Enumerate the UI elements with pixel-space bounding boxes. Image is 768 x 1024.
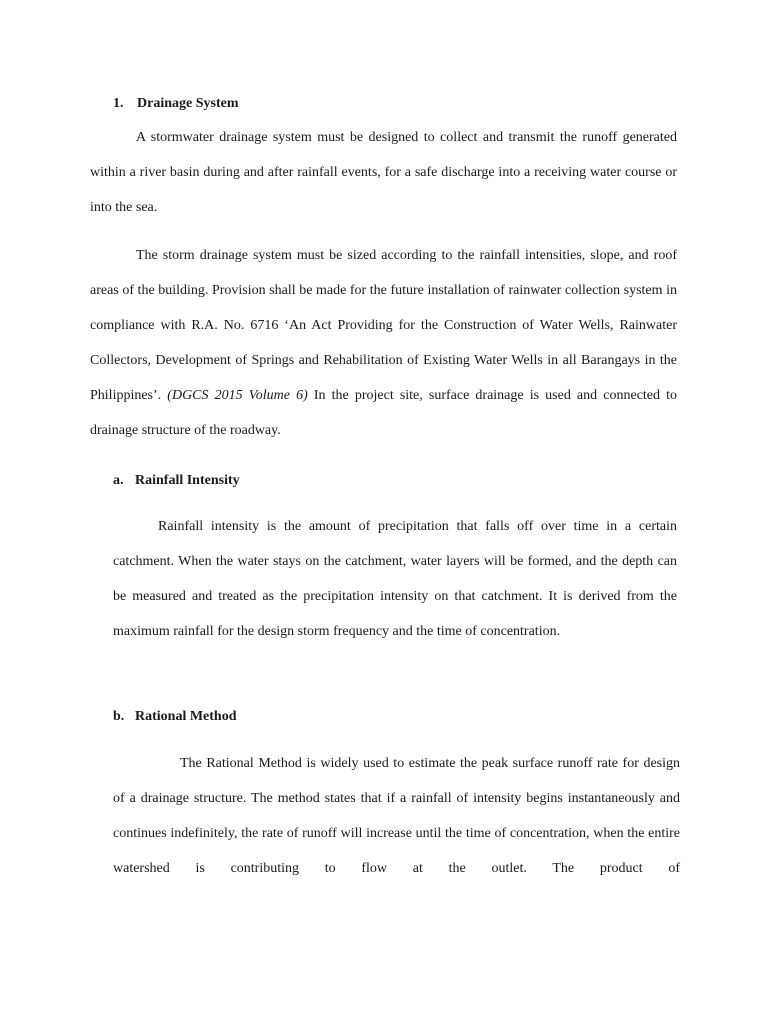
section-b-heading: [113, 708, 237, 726]
section-1-paragraph-2-text: The storm drainage system must be sized according to the rainfall intensities, slope, and roof areas of the building. Provision shall be made for the future installation of rainwater collection system in compliance with R.A. No. 6716 ‘An Act Providing for the Construction of Water Wells, Rainwater Collectors, Development of Springs and Rehabilitation of Existing Water Wells in all Barangays in the Philippines’.: [90, 248, 677, 403]
section-1-citation: (DGCS 2015 Volume 6): [167, 388, 308, 403]
section-a-heading: [113, 472, 240, 490]
section-1-paragraph-1: [90, 120, 677, 225]
section-b-paragraph: [113, 746, 680, 886]
section-1-paragraph-2: [90, 238, 677, 448]
section-b-paragraph-text: The Rational Method is widely used to estimate the peak surface runoff rate for design of a drainage structure. The method states that if a rainfall of intensity begins instantaneously and continues indefinitely, the rate of runoff will increase until the time of concentration, when the entire watershed is contributing to flow at the outlet. The product of: [113, 756, 680, 876]
section-b-number: b.: [113, 709, 125, 724]
section-1-paragraph-2-tail: In the project site, surface drainage is used and connected to drainage structure of the roadway.: [90, 388, 678, 438]
section-1-paragraph-1-text: A stormwater drainage system must be designed to collect and transmit the runoff generated within a river basin during and after rainfall events, for a safe discharge into a receiving water course or into the sea.: [90, 130, 677, 215]
section-1-number: 1.: [113, 96, 124, 111]
section-1-heading: [113, 95, 239, 113]
section-a-paragraph: [113, 509, 677, 649]
section-1-title: Drainage System: [137, 96, 239, 111]
section-a-paragraph-text: Rainfall intensity is the amount of precipitation that falls off over time in a certain catchment. When the water stays on the catchment, water layers will be formed, and the depth can be measured and treated as the precipitation intensity on that catchment. It is derived from the maximum rainfall for the design storm frequency and the time of concentration.: [113, 519, 677, 639]
section-a-title: Rainfall Intensity: [135, 473, 240, 488]
section-a-number: a.: [113, 473, 124, 488]
section-b-title: Rational Method: [135, 709, 237, 724]
